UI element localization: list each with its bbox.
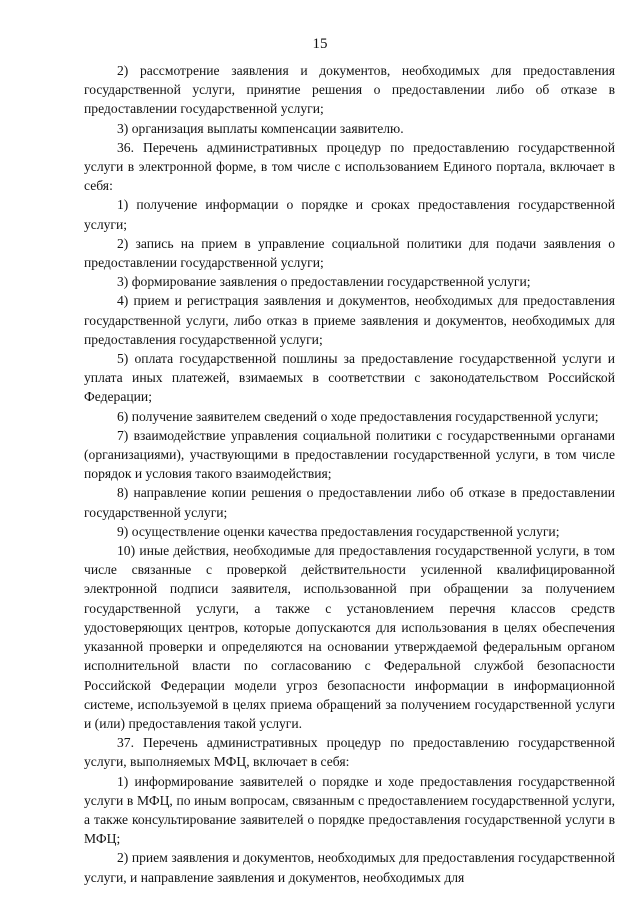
paragraph: 6) получение заявителем сведений о ходе предоставления государственной услуги; <box>117 408 599 424</box>
paragraph: 36. Перечень административных процедур по предоставлению государственной услуги в электронной форме, в том числе с использованием Единого портала, включает в себя: <box>84 139 615 194</box>
paragraph: 2) прием заявления и документов, необходимых для предоставления государственной услуги, и направление заявления и документов, необходимых для <box>84 850 615 885</box>
paragraph: 2) запись на прием в управление социальной политики для подачи заявления о предоставлении государственной услуги; <box>84 235 615 271</box>
paragraph: 1) получение информации о порядке и сроках предоставления государственной услуги; <box>84 197 615 232</box>
page-number: 15 <box>312 36 328 52</box>
paragraph: 9) осуществление оценки качества предоставления государственной услуги; <box>117 523 560 539</box>
paragraph: 4) прием и регистрация заявления и документов, необходимых для предоставления государственной услуги, либо отказ в приеме заявления и документов, необходимых для предоставления государственной услуги; <box>84 293 615 347</box>
paragraph: 2) рассмотрение заявления и документов, необходимых для предоставления государственной услуги, принятие решения о предоставлении либо об отказе в предоставлении государственной услуги; <box>84 63 615 117</box>
paragraph: 10) иные действия, необходимые для предоставления государственной услуги, в том числе связанные с проверкой действительности усиленной квалифицированной электронной подписи заявителя, использованной при обращении за получением государственной услуги, а также с установлением перечня классов средств удостоверяющих центров, которые допускаются для использования в целях обеспечения указанной проверки и определяются на основании утверждаемой федеральным органом исполнительной власти по согласованию с Федеральной службой безопасности Российской Федерации модели угроз безопасности информации в информационной системе, используемой в целях приема обращений за получением государственной услуги и (или) предоставления такой услуги. <box>84 543 615 731</box>
document-body <box>84 61 615 887</box>
paragraph: 3) организация выплаты компенсации заявителю. <box>117 120 404 136</box>
paragraph: 5) оплата государственной пошлины за предоставление государственной услуги и уплата иных платежей, взимаемых в соответствии с законодательством Российской Федерации; <box>84 351 615 405</box>
paragraph: 37. Перечень административных процедур по предоставлению государственной услуги, выполняемых МФЦ, включает в себя: <box>84 735 615 770</box>
paragraph: 7) взаимодействие управления социальной политики с государственными органами (организациями), участвующими в предоставлении государственной услуги, в том числе порядок и условия такого взаимодействия; <box>84 427 615 482</box>
paragraph: 8) направление копии решения о предоставлении либо об отказе в предоставлении государственной услуги; <box>84 485 615 520</box>
paragraph: 3) формирование заявления о предоставлении государственной услуги; <box>117 274 531 290</box>
paragraph: 1) информирование заявителей о порядке и ходе предоставления государственной услуги в МФЦ, по иным вопросам, связанным с предоставлением государственной услуги, а также консультирование заявителей о порядке предоставления государственной услуги в МФЦ; <box>84 773 615 847</box>
